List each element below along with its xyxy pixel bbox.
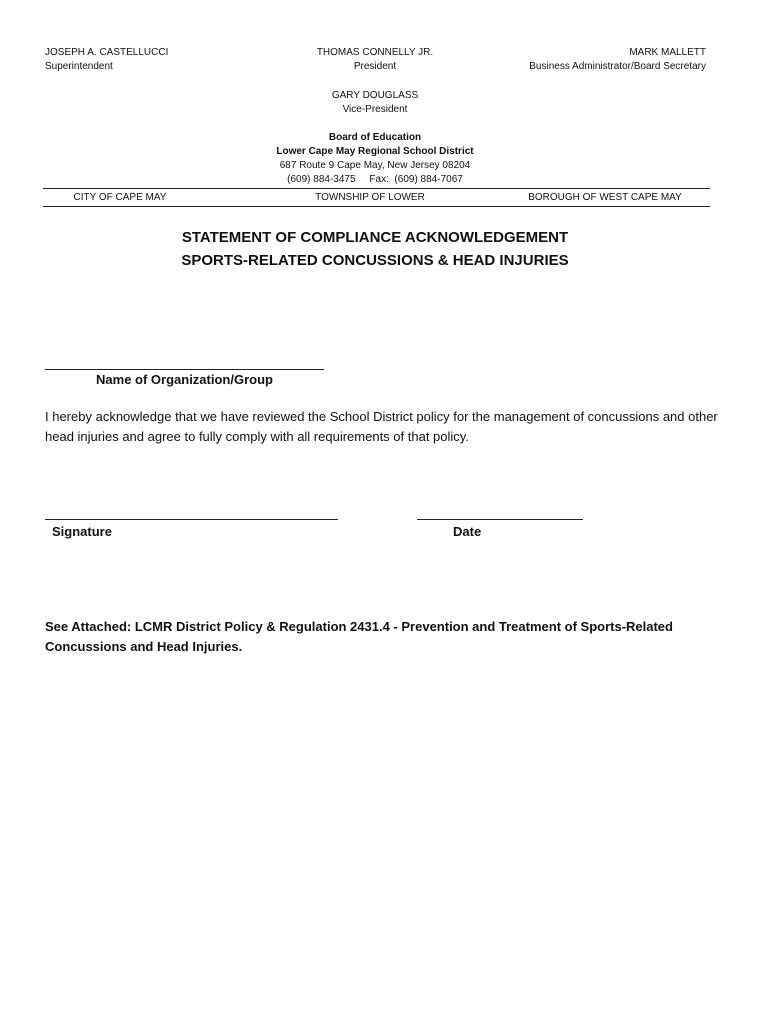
district-phone-fax: (609) 884-3475 Fax: (609) 884-7067 — [287, 174, 463, 185]
acknowledgement-text: I hereby acknowledge that we have reviewed the School District policy for the management of concussions and other head injuries and agree to fully comply with all requirements of that policy. — [45, 409, 718, 444]
municipality-center: TOWNSHIP OF LOWER — [315, 192, 425, 203]
date-line[interactable] — [417, 519, 583, 520]
date-label: Date — [453, 524, 482, 539]
board-name: Board of Education — [328, 132, 422, 143]
district-address: 687 Route 9 Cape May, New Jersey 08204 — [279, 160, 471, 171]
superintendent-title: Superintendent — [45, 61, 113, 72]
document-title — [85, 226, 665, 272]
president-title: President — [353, 61, 397, 72]
organization-signature-line[interactable] — [45, 369, 324, 370]
business-administrator-block — [480, 46, 706, 74]
divider-bottom — [43, 206, 710, 207]
vice-president-title: Vice-President — [342, 104, 408, 115]
vice-president-name: GARY DOUGLASS — [331, 90, 419, 101]
document-title-line1: STATEMENT OF COMPLIANCE ACKNOWLEDGEMENT — [181, 229, 569, 246]
president-name: THOMAS CONNELLY JR. — [316, 47, 434, 58]
president-block — [270, 46, 480, 74]
superintendent-block — [45, 46, 245, 74]
signature-line[interactable] — [45, 519, 338, 520]
municipality-right: BOROUGH OF WEST CAPE MAY — [528, 192, 682, 203]
business-administrator-title: Business Administrator/Board Secretary — [529, 61, 706, 72]
district-name: Lower Cape May Regional School District — [276, 146, 474, 157]
superintendent-name: JOSEPH A. CASTELLUCCI — [45, 47, 169, 58]
board-info — [250, 131, 500, 187]
organization-label: Name of Organization/Group — [96, 372, 273, 387]
signature-label: Signature — [52, 524, 112, 539]
vice-president-block — [270, 89, 480, 117]
divider-top — [43, 188, 710, 189]
attachment-note: See Attached: LCMR District Policy & Regulation 2431.4 - Prevention and Treatment of Sports-Related Concussions and Head Injuries. — [45, 619, 673, 654]
municipality-left: CITY OF CAPE MAY — [73, 192, 167, 203]
document-title-line2: SPORTS-RELATED CONCUSSIONS & HEAD INJURIES — [181, 252, 569, 269]
business-administrator-name: MARK MALLETT — [629, 47, 706, 58]
